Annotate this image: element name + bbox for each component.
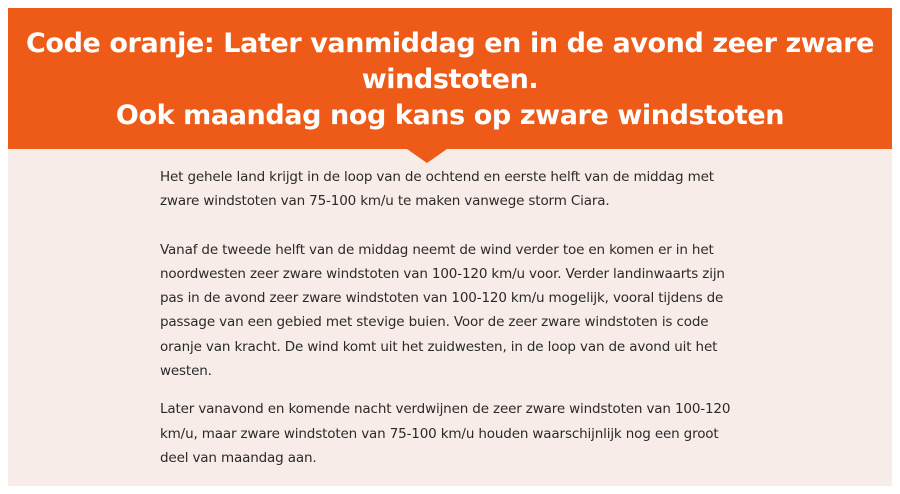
banner-pointer-arrow	[407, 149, 447, 163]
warning-body	[160, 165, 740, 494]
warning-paragraph: Het gehele land krijgt in de loop van de ochtend en eerste helft van de middag met zware windstoten van 75-100 km/u te maken vanwege storm Ciara.	[160, 169, 714, 210]
warning-headline-line-2: windstoten.	[361, 64, 539, 95]
warning-paragraph: Vanaf de tweede helft van de middag neemt de wind verder toe en komen er in het noordwesten zeer zware windstoten van 100-120 km/u voor. Verder landinwaarts zijn pas in de avond zeer zware windstoten van 100-120 km/u mogelijk, vooral tijdens de passage van een gebied met stevige buien. Voor de zeer zware windstoten is code oranje van kracht. De wind komt uit het zuidwesten, in de loop van de avond uit het westen.	[160, 241, 725, 380]
warning-headline-line-1: Code oranje: Later vanmiddag en in de avond zeer zware	[26, 28, 874, 59]
warning-banner	[8, 8, 892, 149]
weather-warning-card	[8, 8, 892, 486]
warning-headline-line-3: Ook maandag nog kans op zware windstoten	[115, 100, 785, 131]
warning-paragraph: Later vanavond en komende nacht verdwijnen de zeer zware windstoten van 100-120 km/u, maar zware windstoten van 75-100 km/u houden waarschijnlijk nog een groot deel van maandag aan.	[160, 401, 731, 466]
